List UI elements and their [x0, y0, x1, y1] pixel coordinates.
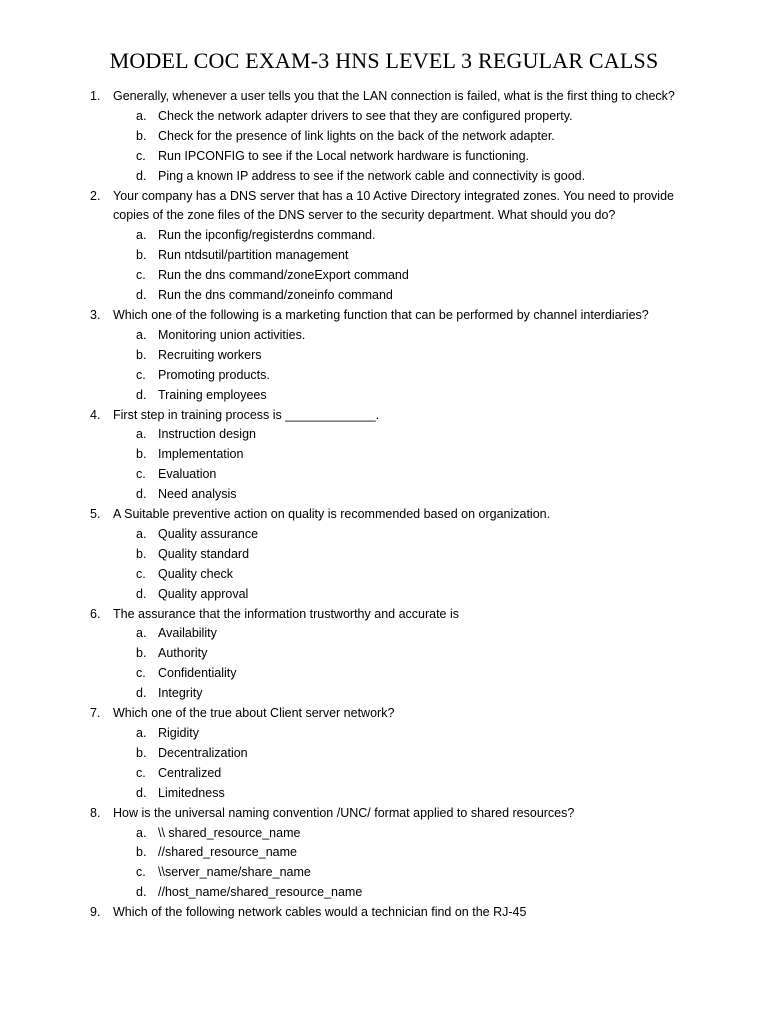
answer-option	[0, 744, 768, 764]
question-row	[0, 87, 768, 107]
option-text: Ping a known IP address to see if the network cable and connectivity is good.	[158, 168, 586, 183]
question-6	[0, 605, 768, 705]
option-text: Need analysis	[158, 487, 237, 502]
option-text: Run the dns command/zoneExport command	[158, 268, 409, 283]
answer-option	[0, 167, 768, 187]
answer-option	[0, 525, 768, 545]
option-text: Integrity	[158, 686, 203, 701]
option-letter: d.	[136, 487, 147, 502]
option-text: Run IPCONFIG to see if the Local network hardware is functioning.	[158, 148, 530, 163]
option-text: \\ shared_resource_name	[158, 825, 301, 840]
question-row	[0, 406, 768, 426]
question-row	[0, 903, 768, 923]
question-number: 6.	[90, 606, 101, 621]
option-letter: b.	[136, 646, 147, 661]
answer-option	[0, 246, 768, 266]
option-text: Run ntdsutil/partition management	[158, 248, 349, 263]
question-8	[0, 804, 768, 904]
answer-option	[0, 883, 768, 903]
option-letter: c.	[136, 666, 146, 681]
option-text: Monitoring union activities.	[158, 327, 306, 342]
option-letter: a.	[136, 327, 147, 342]
answer-option	[0, 465, 768, 485]
answer-option	[0, 784, 768, 804]
question-7	[0, 704, 768, 804]
question-text: First step in training process is _____________.	[113, 407, 380, 422]
option-letter: b.	[136, 845, 147, 860]
option-list	[0, 425, 768, 505]
question-row	[0, 505, 768, 525]
answer-option	[0, 445, 768, 465]
option-text: Implementation	[158, 447, 244, 462]
question-list	[0, 87, 768, 923]
option-text: Recruiting workers	[158, 347, 262, 362]
question-number: 9.	[90, 905, 101, 920]
answer-option	[0, 485, 768, 505]
option-list	[0, 107, 768, 187]
question-text: The assurance that the information trustworthy and accurate is	[113, 606, 460, 621]
option-text: Training employees	[158, 387, 267, 402]
question-number: 3.	[90, 307, 101, 322]
option-text: Evaluation	[158, 467, 217, 482]
option-text: Run the dns command/zoneinfo command	[158, 288, 393, 303]
answer-option	[0, 644, 768, 664]
answer-option	[0, 585, 768, 605]
option-letter: a.	[136, 228, 147, 243]
option-letter: c.	[136, 367, 146, 382]
option-letter: a.	[136, 825, 147, 840]
question-1	[0, 87, 768, 187]
question-row	[0, 306, 768, 326]
option-letter: b.	[136, 347, 147, 362]
option-list	[0, 624, 768, 704]
option-text: Check the network adapter drivers to see that they are configured property.	[158, 108, 573, 123]
question-5	[0, 505, 768, 605]
option-letter: d.	[136, 686, 147, 701]
option-text: //shared_resource_name	[158, 845, 297, 860]
answer-option	[0, 565, 768, 585]
option-text: Promoting products.	[158, 367, 270, 382]
question-number: 5.	[90, 507, 101, 522]
question-number: 4.	[90, 407, 101, 422]
document-title: MODEL COC EXAM-3 HNS LEVEL 3 REGULAR CALSS	[109, 48, 659, 73]
question-number: 1.	[90, 89, 101, 103]
answer-option	[0, 386, 768, 406]
option-letter: c.	[136, 566, 146, 581]
answer-option	[0, 346, 768, 366]
answer-option	[0, 764, 768, 784]
question-row	[0, 605, 768, 625]
option-text: \\server_name/share_name	[158, 865, 311, 880]
answer-option	[0, 127, 768, 147]
question-text: Which of the following network cables would a technician find on the RJ-45	[113, 905, 527, 920]
option-text: //host_name/shared_resource_name	[158, 885, 363, 900]
option-text: Rigidity	[158, 726, 199, 740]
option-letter: a.	[136, 726, 147, 740]
question-row	[0, 187, 768, 227]
option-letter: d.	[136, 785, 147, 800]
answer-option	[0, 824, 768, 844]
option-letter: b.	[136, 546, 147, 561]
option-letter: d.	[136, 387, 147, 402]
option-text: Quality standard	[158, 546, 250, 561]
option-letter: d.	[136, 288, 147, 303]
option-list	[0, 724, 768, 804]
question-row	[0, 804, 768, 824]
answer-option	[0, 724, 768, 744]
answer-option	[0, 843, 768, 863]
option-text: Check for the presence of link lights on the back of the network adapter.	[158, 128, 555, 143]
question-number: 2.	[90, 188, 101, 203]
answer-option	[0, 147, 768, 167]
option-letter: d.	[136, 168, 147, 183]
question-text: Generally, whenever a user tells you that the LAN connection is failed, what is the first thing to check?	[113, 89, 675, 103]
question-9	[0, 903, 768, 923]
option-list	[0, 326, 768, 406]
option-text: Quality assurance	[158, 526, 259, 541]
option-list	[0, 824, 768, 904]
option-text: Quality approval	[158, 586, 249, 601]
option-letter: c.	[136, 467, 146, 482]
option-letter: c.	[136, 148, 146, 163]
answer-option	[0, 664, 768, 684]
answer-option	[0, 326, 768, 346]
question-number: 7.	[90, 706, 101, 721]
answer-option	[0, 684, 768, 704]
option-letter: b.	[136, 745, 147, 760]
option-text: Instruction design	[158, 427, 256, 442]
answer-option	[0, 107, 768, 127]
answer-option	[0, 266, 768, 286]
question-text: Which one of the following is a marketing function that can be performed by channel interdiaries?	[113, 307, 649, 322]
question-number: 8.	[90, 805, 101, 820]
answer-option	[0, 286, 768, 306]
option-text: Availability	[158, 626, 217, 641]
answer-option	[0, 425, 768, 445]
question-row	[0, 704, 768, 724]
question-2	[0, 187, 768, 306]
option-text: Confidentiality	[158, 666, 237, 681]
answer-option	[0, 545, 768, 565]
question-text: How is the universal naming convention /UNC/ format applied to shared resources?	[113, 805, 575, 820]
option-letter: b.	[136, 447, 147, 462]
option-letter: d.	[136, 885, 147, 900]
question-text: Your company has a DNS server that has a 10 Active Directory integrated zones. You need to provide copies of the zone files of the DNS server to the security department. What should you do?	[113, 188, 674, 223]
question-text: Which one of the true about Client server network?	[113, 706, 395, 721]
answer-option	[0, 863, 768, 883]
option-text: Authority	[158, 646, 208, 661]
option-letter: a.	[136, 526, 147, 541]
option-letter: b.	[136, 128, 147, 143]
option-letter: b.	[136, 248, 147, 263]
option-letter: c.	[136, 865, 146, 880]
question-3	[0, 306, 768, 406]
option-letter: c.	[136, 765, 146, 780]
option-letter: c.	[136, 268, 146, 283]
option-text: Decentralization	[158, 745, 248, 760]
question-4	[0, 406, 768, 506]
option-letter: a.	[136, 626, 147, 641]
answer-option	[0, 366, 768, 386]
option-letter: a.	[136, 108, 147, 123]
option-text: Limitedness	[158, 785, 225, 800]
option-text: Quality check	[158, 566, 234, 581]
question-text: A Suitable preventive action on quality is recommended based on organization.	[113, 507, 551, 522]
option-text: Run the ipconfig/registerdns command.	[158, 228, 376, 243]
option-list	[0, 525, 768, 605]
answer-option	[0, 624, 768, 644]
option-list	[0, 226, 768, 306]
option-letter: a.	[136, 427, 147, 442]
option-text: Centralized	[158, 765, 222, 780]
answer-option	[0, 226, 768, 246]
option-letter: d.	[136, 586, 147, 601]
